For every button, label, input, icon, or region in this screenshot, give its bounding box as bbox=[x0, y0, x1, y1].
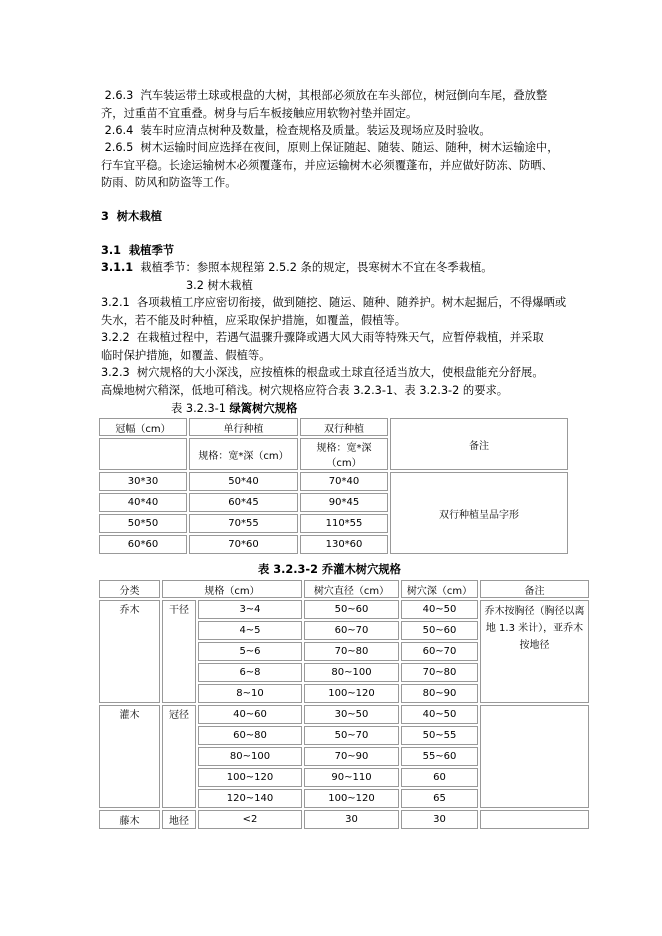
table2-cell-diam: 100~120 bbox=[304, 789, 399, 808]
table1-header-double-sub: 规格：宽*深（cm） bbox=[300, 438, 388, 470]
table1-cell-double: 90*45 bbox=[300, 493, 388, 512]
table2-cell-spec: <2 bbox=[198, 810, 302, 829]
table1-caption-title: 绿篱树穴规格 bbox=[229, 402, 298, 415]
table2-cell-diam: 50~60 bbox=[304, 600, 399, 619]
table1-caption-number: 表 3.2.3-1 bbox=[171, 402, 230, 415]
table2-cell-diam: 90~110 bbox=[304, 768, 399, 787]
table2-measure-vine: 地径 bbox=[162, 810, 196, 829]
table2-header-diam: 树穴直径（cm） bbox=[304, 580, 399, 598]
heading-section-3: 3 树木栽植 bbox=[101, 210, 162, 223]
table2-note-shrub bbox=[480, 705, 589, 808]
table1-header-empty bbox=[99, 438, 187, 470]
para-3-1-1 bbox=[101, 259, 493, 277]
table2-cell-spec: 4~5 bbox=[198, 621, 302, 640]
table2-cell-depth: 50~60 bbox=[401, 621, 478, 640]
table1-cell-single: 70*60 bbox=[189, 535, 298, 554]
para-3-2-1: 3.2.1 各项栽植工序应密切衔接，做到随挖、随运、随种、随养护。树木起掘后，不得爆晒或 失水，若不能及时种植，应采取保护措施，如覆盖，假植等。 bbox=[101, 296, 567, 327]
table2-header-class: 分类 bbox=[99, 580, 160, 598]
table2-class-tree: 乔木 bbox=[99, 600, 160, 703]
table1-cell-double: 130*60 bbox=[300, 535, 388, 554]
table2-cell-depth: 65 bbox=[401, 789, 478, 808]
table2-cell-depth: 30 bbox=[401, 810, 478, 829]
table2-cell-depth: 80~90 bbox=[401, 684, 478, 703]
table2-cell-spec: 80~100 bbox=[198, 747, 302, 766]
table1-header-double: 双行种植 bbox=[300, 418, 388, 436]
table2-measure-shrub: 冠径 bbox=[162, 705, 196, 808]
table-tree-shrub-pit-spec bbox=[97, 578, 591, 831]
table2-cell-diam: 30 bbox=[304, 810, 399, 829]
table1-cell-crown: 40*40 bbox=[99, 493, 187, 512]
para-2-6-4: 2.6.4 装车时应清点树种及数量，检查规格及质量。装运及现场应及时验收。 bbox=[101, 124, 491, 137]
table2-cell-depth: 60~70 bbox=[401, 642, 478, 661]
table2-cell-diam: 50~70 bbox=[304, 726, 399, 745]
table1-cell-double: 110*55 bbox=[300, 514, 388, 533]
table2-cell-spec: 100~120 bbox=[198, 768, 302, 787]
table1-header-note: 备注 bbox=[390, 418, 568, 470]
para-3-1-1-text: 栽植季节：参照本规程第 2.5.2 条的规定，畏寒树木不宜在冬季栽植。 bbox=[133, 261, 493, 274]
table2-cell-depth: 70~80 bbox=[401, 663, 478, 682]
para-2-6-3: 2.6.3 汽车装运带土球或根盘的大树，其根部必须放在车头部位，树冠倒向车尾，叠放整 齐，过重苗不宜重叠。树身与后车板接触应用软物衬垫并固定。 bbox=[101, 89, 548, 120]
table1-cell-crown: 30*30 bbox=[99, 472, 187, 491]
table2-cell-diam: 70~80 bbox=[304, 642, 399, 661]
table2-header-spec: 规格（cm） bbox=[162, 580, 302, 598]
para-3-1-1-number: 3.1.1 bbox=[101, 261, 134, 274]
table1-cell-double: 70*40 bbox=[300, 472, 388, 491]
table1-caption bbox=[171, 402, 297, 416]
table1-cell-single: 60*45 bbox=[189, 493, 298, 512]
table1-header-single: 单行种植 bbox=[189, 418, 298, 436]
table2-cell-depth: 55~60 bbox=[401, 747, 478, 766]
para-3-2-3: 3.2.3 树穴规格的大小深浅，应按植株的根盘或土球直径适当放大，使根盘能充分舒展。 高燥地树穴稍深，低地可稍浅。树穴规格应符合表 3.2.3-1、表 3.2.3-2 的要求。 bbox=[101, 366, 544, 397]
table2-cell-spec: 40~60 bbox=[198, 705, 302, 724]
table2-cell-depth: 40~50 bbox=[401, 705, 478, 724]
heading-3-1: 3.1 栽植季节 bbox=[101, 244, 175, 257]
table2-cell-diam: 70~90 bbox=[304, 747, 399, 766]
table2-cell-depth: 50~55 bbox=[401, 726, 478, 745]
table2-cell-spec: 120~140 bbox=[198, 789, 302, 808]
table1-cell-crown: 50*50 bbox=[99, 514, 187, 533]
table2-cell-diam: 60~70 bbox=[304, 621, 399, 640]
para-2-6-5: 2.6.5 树木运输时间应选择在夜间，原则上保证随起、随装、随运、随种，树木运输途中， 行车宜平稳。长途运输树木必须覆蓬布，并应运输树木必须覆蓬布，并应做好防冻、防晒、 防雨、防风和防盗等工作。 bbox=[101, 141, 559, 190]
table2-class-vine: 藤木 bbox=[99, 810, 160, 829]
table2-header-note: 备注 bbox=[480, 580, 589, 598]
table2-measure-tree: 干径 bbox=[162, 600, 196, 703]
para-3-2-2: 3.2.2 在栽植过程中，若遇气温骤升骤降或遇大风大雨等特殊天气，应暂停栽植，并采取 临时保护措施，如覆盖、假植等。 bbox=[101, 331, 544, 362]
table2-cell-spec: 60~80 bbox=[198, 726, 302, 745]
table2-class-shrub: 灌木 bbox=[99, 705, 160, 808]
table2-note-tree: 乔木按胸径（胸径以离 地 1.3 米计），亚乔木 按地径 bbox=[480, 600, 589, 703]
table2-note-vine bbox=[480, 810, 589, 829]
table1-cell-crown: 60*60 bbox=[99, 535, 187, 554]
table2-cell-spec: 8~10 bbox=[198, 684, 302, 703]
table2-header-depth: 树穴深（cm） bbox=[401, 580, 478, 598]
table-hedge-pit-spec bbox=[97, 416, 570, 556]
table1-note: 双行种植呈品字形 bbox=[390, 472, 568, 554]
table2-cell-diam: 100~120 bbox=[304, 684, 399, 703]
table1-header-single-sub: 规格：宽*深（cm） bbox=[189, 438, 298, 470]
table2-cell-depth: 60 bbox=[401, 768, 478, 787]
table1-cell-single: 50*40 bbox=[189, 472, 298, 491]
table1-header-crown: 冠幅（cm） bbox=[99, 418, 187, 436]
table2-cell-diam: 30~50 bbox=[304, 705, 399, 724]
table2-cell-diam: 80~100 bbox=[304, 663, 399, 682]
table2-cell-depth: 40~50 bbox=[401, 600, 478, 619]
heading-3-2: 3.2 树木栽植 bbox=[186, 279, 253, 292]
table2-caption: 表 3.2.3-2 乔灌木树穴规格 bbox=[258, 563, 401, 576]
table2-cell-spec: 5~6 bbox=[198, 642, 302, 661]
table2-cell-spec: 3~4 bbox=[198, 600, 302, 619]
table2-cell-spec: 6~8 bbox=[198, 663, 302, 682]
table1-cell-single: 70*55 bbox=[189, 514, 298, 533]
